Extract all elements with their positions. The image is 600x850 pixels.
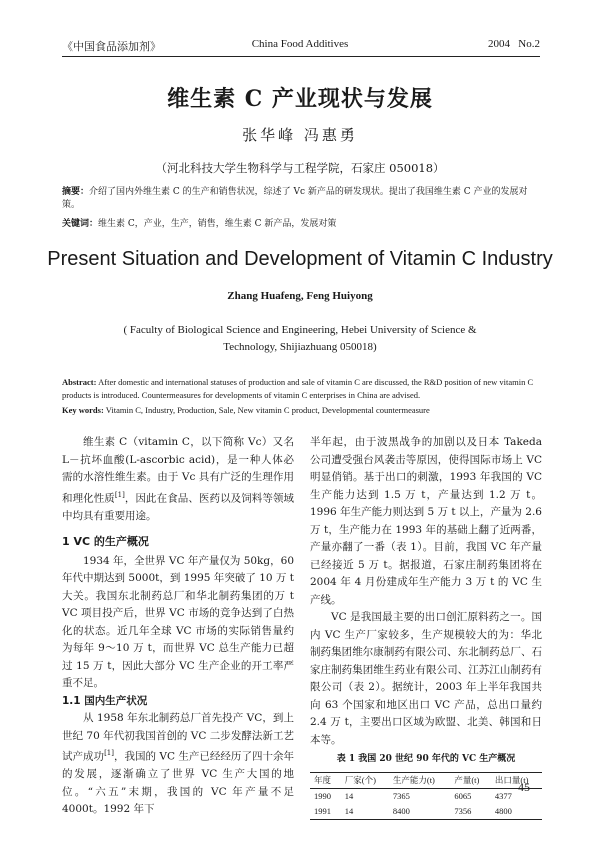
right-paragraph-1: 半年起，由于波黑战争的加剧以及日本 Takeda 公司遭受强台风袭击等原因，使得国际市场上 VC 明显俏销。基于出口的刺激，1993 年我国的 VC 生产能力达到 1.5 万 t，产量达到 1.2 万 t。1996 年生产能力则达到 5 万 t 以上，产量为 2.6 万 t，生产能力在 1993 年的基础上翻了近两番，产量亦翻了一番（表 1）。目前，我国 VC 年产量已经接近 5 万 t。据报道，石家庄制药集团将在 2004 年 4 月份建成年生产能力 3 万 t 的 VC 生产线。 — [310, 436, 542, 606]
table-cell: 8400 — [392, 805, 410, 816]
table-header-cell: 厂家(个) — [344, 774, 376, 785]
page-number: 45 — [518, 780, 530, 794]
table-cell: 14 — [344, 790, 354, 801]
sub11-text-b: ，我国的 VC 生产已经经历了四十余年的发展，逐渐确立了世界 VC 生产大国的地位。“六五”末期，我国的 VC 年产量不足 4000t。1992 年下 — [62, 750, 295, 815]
abstract-cn-label: 摘要： — [62, 187, 90, 197]
intro-text-b: ，因此在食品、医药以及饲料等领域中均具有重要用途。 — [62, 492, 295, 522]
keywords-en — [62, 404, 540, 417]
journal-name-cn: 《中国食品添加剂》 — [62, 40, 161, 53]
affiliation-cn: （河北科技大学生物科学与工程学院，石家庄 050018） — [155, 161, 445, 175]
intro-paragraph — [62, 434, 294, 525]
table-header-cell: 出口量(t) — [494, 774, 529, 785]
affiliation-en: ( Faculty of Biological Science and Engineering, Hebei University of Science & Technology, Shijiazhuang 050018) — [123, 324, 477, 353]
right-paragraph-2: VC 是我国最主要的出口创汇原料药之一。国内 VC 生产厂家较多，生产规模较大的为：华北制药集团维尔康制药有限公司、东北制药总厂、石家庄制药集团维生药业有限公司、江苏江山制药有限公司（表 2）。据统计，2003 年上半年我国共向 63 个国家和地区出口 VC 产品，总出口量约 2.4 万 t，主要出口区域为欧盟、北美、韩国和日本等。 — [310, 611, 542, 746]
issue-number: 2004 No.2 — [488, 38, 540, 50]
table-header-cell: 生产能力(t) — [392, 774, 435, 785]
table-cell: 1991 — [314, 805, 331, 816]
body-right-column — [310, 434, 542, 820]
sub11-citation: [1] — [104, 749, 114, 757]
table-cell: 4800 — [494, 805, 512, 816]
article-title-en: Present Situation and Development of Vitamin C Industry — [47, 248, 553, 270]
table-row — [310, 788, 542, 804]
abstract-cn-text: 介绍了国内外维生素 C 的生产和销售状况，综述了 Vc 新产品的研发现状。提出了我国维生素 C 产业的发展对策。 — [62, 187, 528, 210]
table-cell: 7356 — [454, 805, 472, 816]
table-cell: 1990 — [314, 790, 331, 801]
intro-text-a: 维生素 C（vitamin C，以下简称 Vc）又名 L－抗坏血酸(L-ascorbic acid)，是一种人体必需的水溶性维生素。由于 Vc 具有广泛的生理作用和理化性质 — [62, 436, 294, 504]
table-cell: 6065 — [454, 790, 472, 801]
abstract-en — [62, 376, 540, 402]
article-title-cn: 维生素 C 产业现状与发展 — [167, 86, 433, 112]
keywords-cn — [62, 218, 540, 231]
table-cell: 4377 — [494, 790, 512, 801]
section-1-heading: 1 VC 的生产概况 — [62, 535, 149, 548]
abstract-en-text: After domestic and international statuses of production and sale of vitamin C are discussed, the R&D position of new vitamin C products is introduced. Countermeasures for developments of vitamin C enterprises in China are advised. — [62, 377, 534, 400]
table-1-caption: 表 1 我国 20 世纪 90 年代的 VC 生产概况 — [336, 754, 516, 764]
journal-name-en: China Food Additives — [251, 38, 349, 50]
header-rule — [62, 56, 540, 57]
body-left-column — [62, 434, 294, 819]
section-1-paragraph: 1934 年，全世界 VC 年产量仅为 50kg，60 年代中期达到 5000t，到 1995 年突破了 10 万 t 大关。我国东北制药总厂和华北制药集团的万 t VC 项目投产后，世界 VC 市场的竞争达到了白热化的状态。近几年全球 VC 市场的实际销售量约为每年 9～10 万 t，而世界 VC 总生产能力已超过 15 万 t，因此大部分 VC 生产企业的开工率严重不足。 — [62, 554, 294, 689]
abstract-en-label: Abstract: — [62, 377, 97, 387]
keywords-en-label: Key words: — [62, 405, 104, 415]
subsection-1-1-heading: 1.1 国内生产状况 — [62, 694, 148, 707]
authors-en: Zhang Huafeng, Feng Huiyong — [227, 290, 373, 302]
keywords-en-text: Vitamin C, Industry, Production, Sale, New vitamin C product, Developmental countermeasure — [105, 405, 430, 415]
authors-cn: 张华峰 冯惠勇 — [242, 126, 358, 144]
table-header-row — [310, 772, 542, 788]
intro-citation: [1] — [114, 490, 125, 499]
table-1 — [310, 772, 542, 820]
table-header-cell: 产量(t) — [454, 774, 480, 785]
sub11-text-a: 从 1958 年东北制药总厂首先投产 VC，到上世纪 70 年代初我国首创的 VC 二步发酵法新工艺试产成功 — [62, 712, 294, 763]
abstract-cn — [62, 186, 540, 212]
table-cell: 7365 — [392, 790, 410, 801]
subsection-1-1-paragraph — [62, 710, 294, 819]
table-cell: 14 — [344, 805, 354, 816]
table-header-cell: 年度 — [314, 774, 332, 785]
keywords-cn-text: 维生素 C，产业，生产，销售，维生素 C 新产品，发展对策 — [98, 219, 337, 229]
keywords-cn-label: 关键词： — [62, 219, 99, 229]
table-row — [310, 804, 542, 820]
